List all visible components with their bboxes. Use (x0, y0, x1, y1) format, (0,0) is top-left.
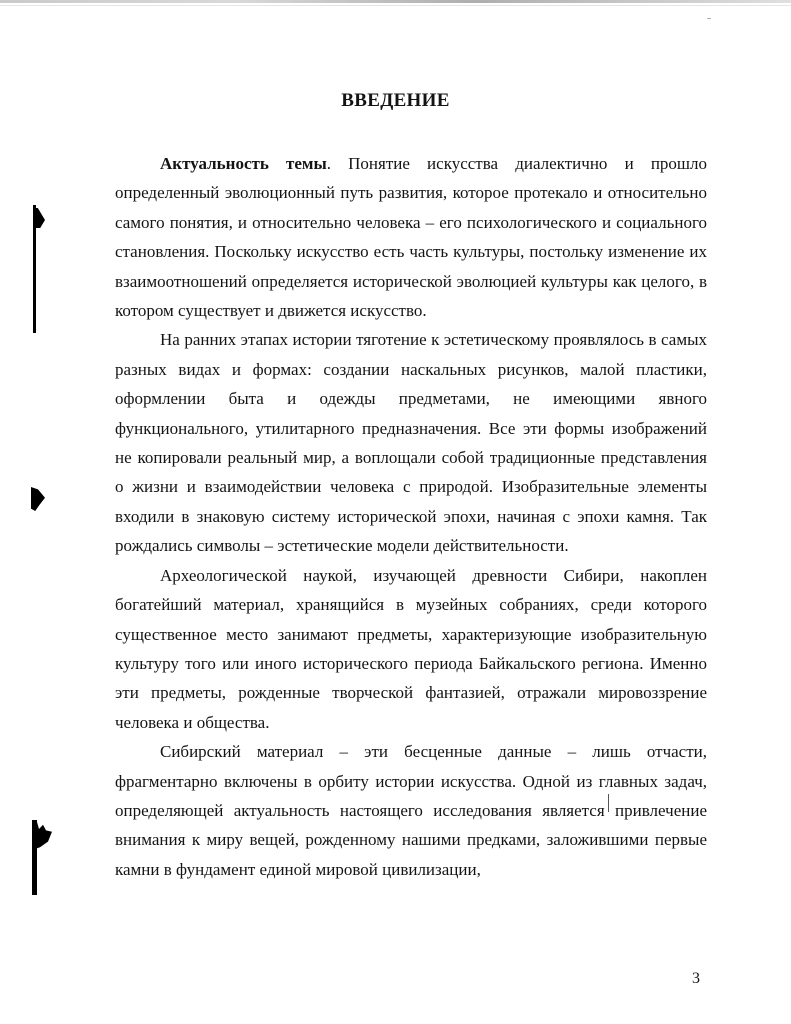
scan-edge-line (0, 0, 791, 3)
scan-edge-line-thin (0, 5, 791, 6)
paragraph (115, 149, 707, 325)
scan-speck (707, 18, 711, 19)
scan-artifact-mark (32, 822, 52, 850)
scan-artifact-mark (33, 208, 45, 228)
paragraph: На ранних этапах истории тяготение к эстетическому проявлялось в самых разных видах и формах: создании наскальных рисунков, малой пластики, оформлении быта и одежды предметами, не имеющими явного функционального, утилитарного предназначения. Все эти формы изображений не копировали реальный мир, а воплощали собой традиционные представления о жизни и взаимодействии человека с природой. Изобразительные элементы входили в знаковую систему исторической эпохи, начиная с эпохи камня. Так рождались символы – эстетические модели действительности. (115, 330, 707, 556)
paragraph-text: . Понятие искусства диалектично и прошло определенный эволюционный путь развития, которое протекало и относительно самого понятия, и относительно человека – его психологического и социального становления. Поскольку искусство есть часть культуры, постольку изменение их взаимоотношений определяется исторической эволюцией культуры как целого, в котором существует и движется искусство. (115, 154, 707, 321)
page-number: 3 (692, 970, 700, 987)
paragraph: Археологической наукой, изучающей древности Сибири, накоплен богатейший материал, хранящийся в музейных собраниях, среди которого существенное место занимают предметы, характеризующие изобразительную культуру того или иного исторического периода Байкальского региона. Именно эти предметы, рожденные творческой фантазией, отражали мировоззрение человека и общества. (115, 565, 707, 732)
paragraph-lead: Актуальность темы (160, 154, 327, 173)
scan-artifact-mark (31, 487, 45, 511)
page-title: ВВЕДЕНИЕ (341, 90, 450, 111)
body-text (115, 149, 707, 884)
paragraph: Сибирский материал – эти бесценные данные – лишь отчасти, фрагментарно включены в орбиту истории искусства. Одной из главных задач, определяющей актуальность настоящего исследования является привлечение внимания к миру вещей, рожденному нашими предками, заложившими первые камни в фундамент единой мировой цивилизации, (115, 742, 707, 879)
